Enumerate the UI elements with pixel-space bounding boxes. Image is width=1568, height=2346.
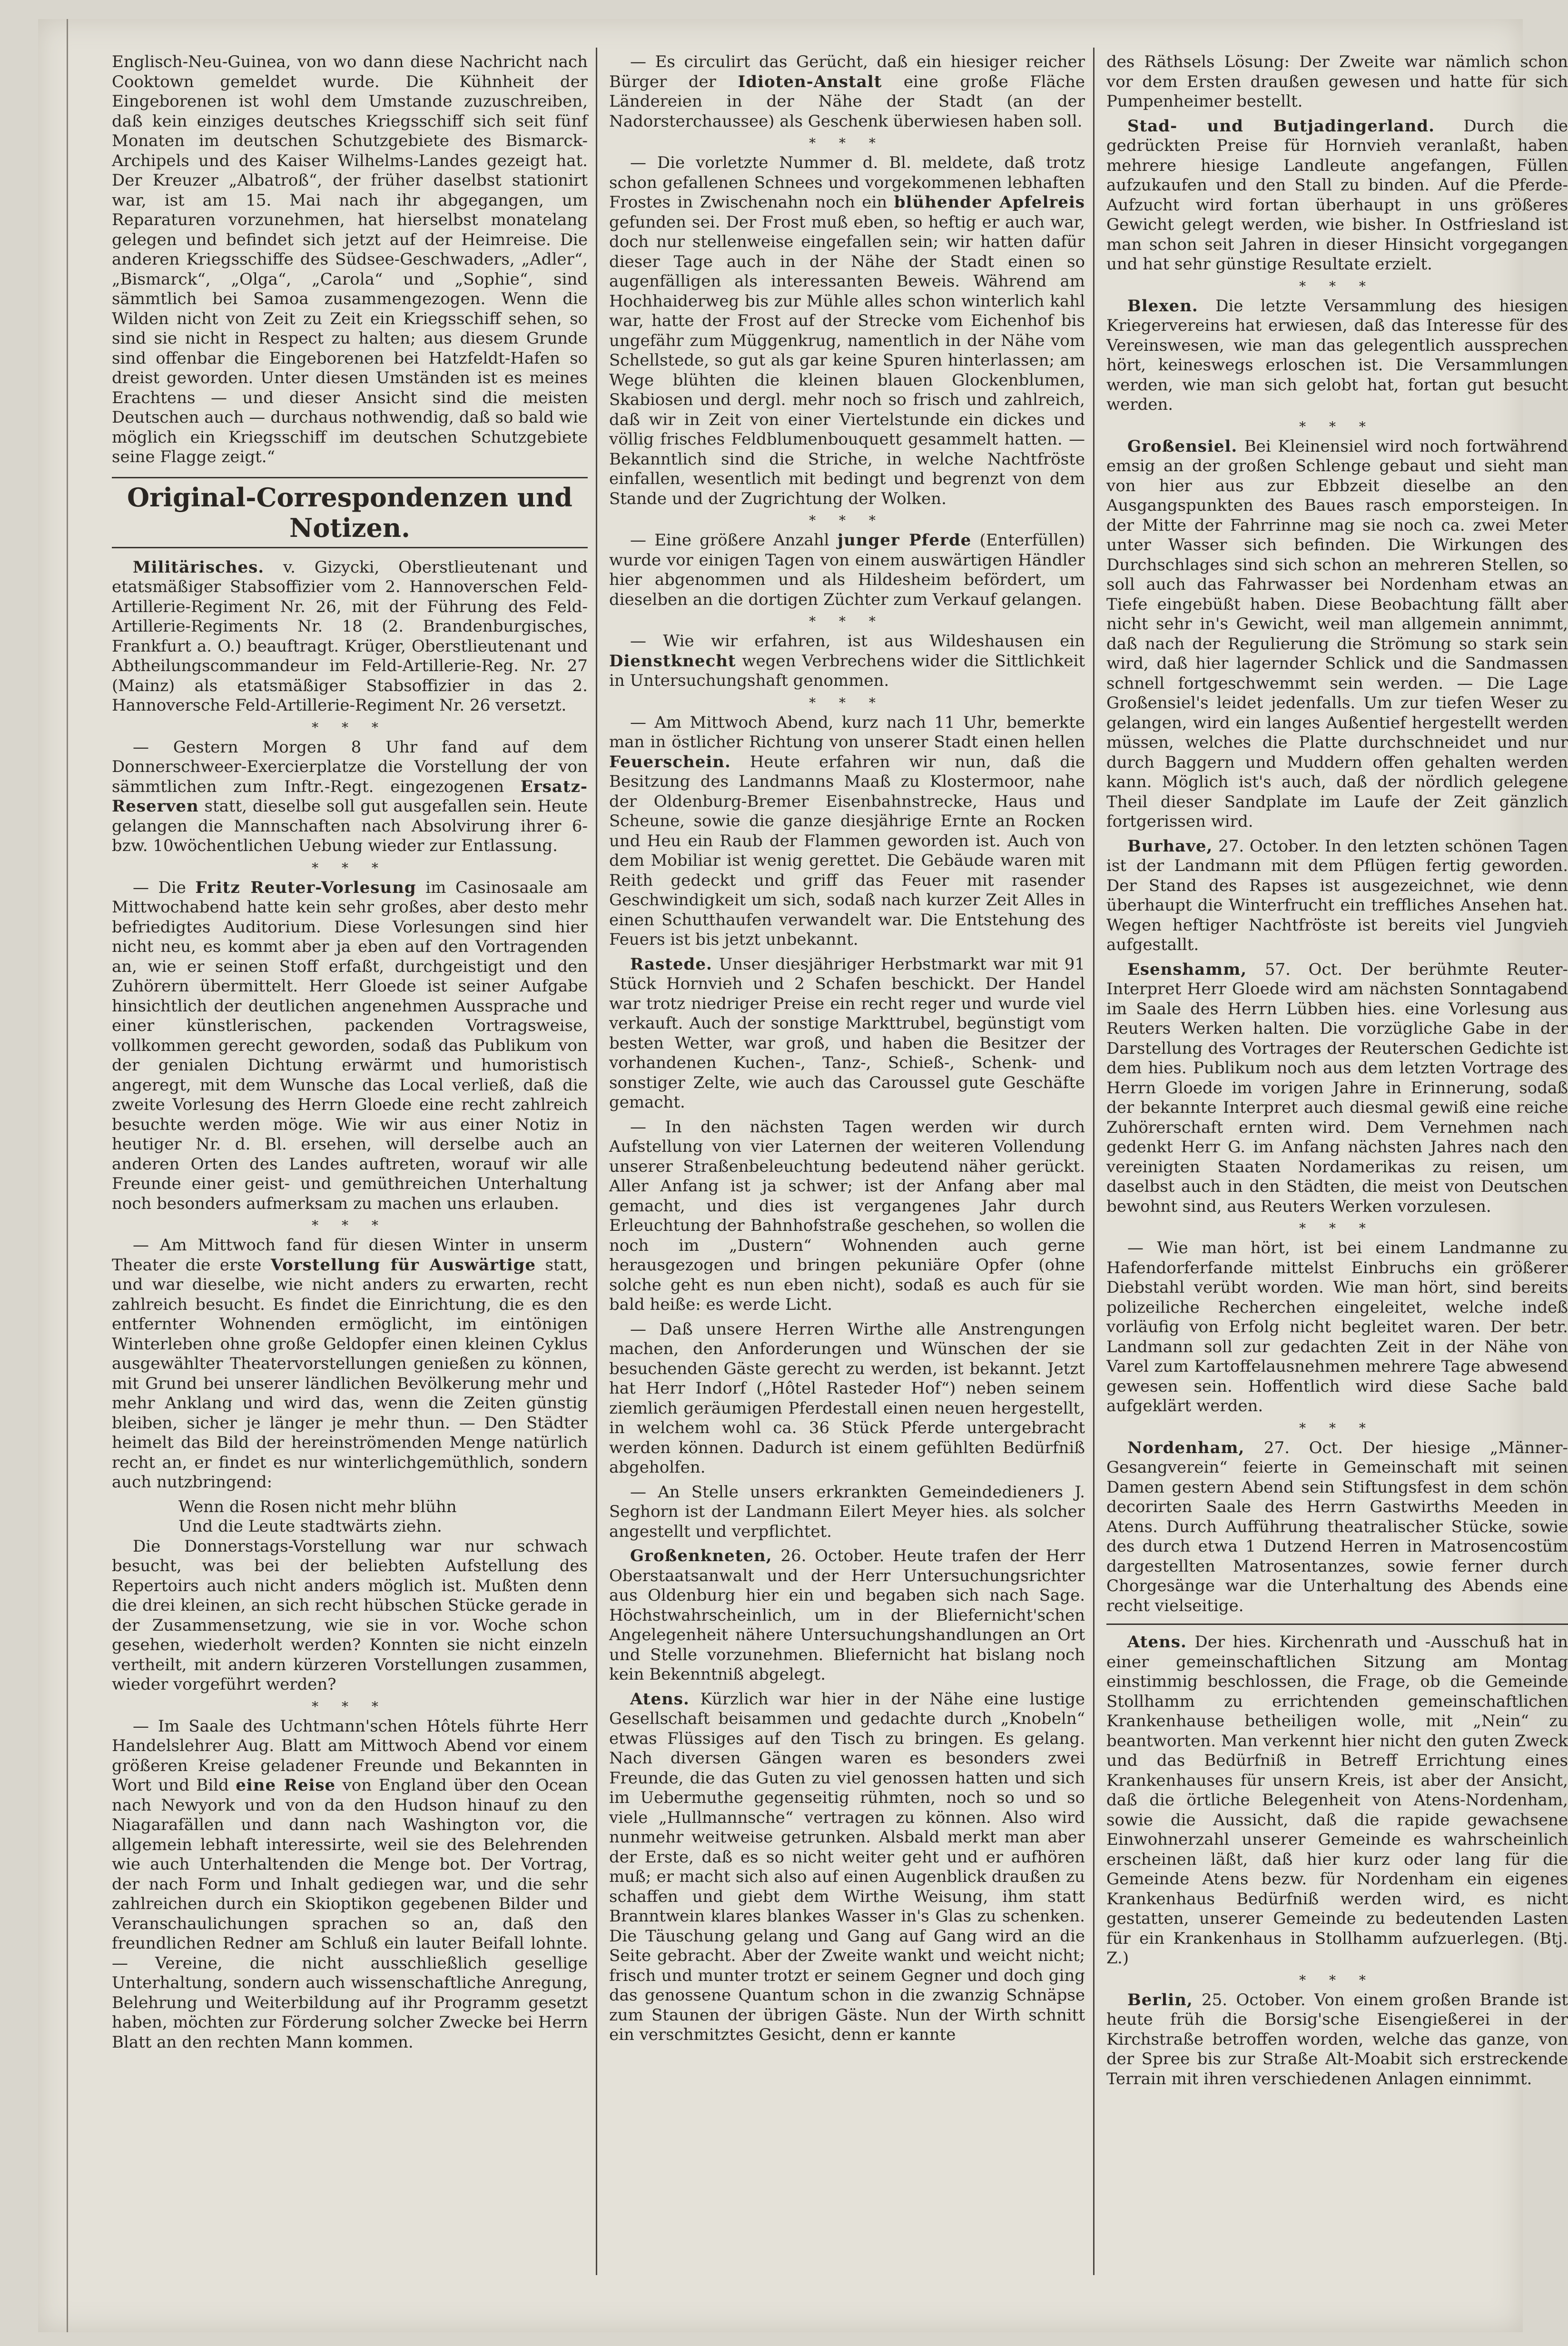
article-heading: Rastede. [630,954,712,974]
column-2 [609,52,1085,2275]
article-text: — Am Mittwoch fand für diesen Winter in unserm Theater die erste [112,1236,588,1275]
verse-line: Und die Leute stadtwärts ziehn. [178,1517,442,1536]
article-text: Englisch-Neu-Guinea, von wo dann diese Nachricht nach Cooktown gemeldet wurde. Die Kühnheit der Eingeborenen ist wohl dem Umstande zuzuschreiben, daß kein einziges deutsches Kriegsschiff sich seit fünf Monaten im deutschen Schutzgebiete des Bismarck-Archipels und des Kaiser Wilhelms-Landes gezeigt hat. Der Kreuzer „Albatroß“, der früher daselbst stationirt war, ist am 15. Mai nach ihr abgegangen, um Reparaturen vorzunehmen, hat hierselbst monatelang gelegen und befindet sich jetzt auf der Heimreise. Die anderen Kriegsschiffe des Südsee-Geschwaders, „Adler“, „Bismarck“, „Olga“, „Carola“ und „Sophie“, sind sämmtlich bei Samoa zusammengezogen. Wenn die Wilden nicht von Zeit zu Zeit ein Kriegsschiff sehen, so sind sie nicht in Respect zu halten; aus diesem Grunde sind offenbar die Eingeborenen bei Hatzfeldt-Hafen so dreist geworden. Unter diesen Umständen ist es meines Erachtens — und dieser Ansicht sind die meisten Deutschen auch — durchaus nothwendig, daß so bald wie möglich ein Kriegsschiff im deutschen Schutzgebiete seine Flagge zeigt.“ [112,52,588,466]
article-text: eine große Fläche Ländereien in der Nähe der Stadt (an der Nadorsterchaussee) als Geschenk überwiesen haben soll. [609,72,1085,131]
article-text: — Eine größere Anzahl [630,531,838,550]
article-text: — Gestern Morgen 8 Uhr fand auf dem Donnerschweer-Exercierplatze die Vorstellung der von sämmtlichen zum Inftr.-Regt. eingezogenen [112,737,588,796]
separator-asterisks: * * * [1299,1972,1375,1988]
article-text: 57. Oct. Der berühmte Reuter-Interpret Herr Gloede wird am nächsten Sonntagabend im Saale des Herrn Lübben hies. eine Vorlesung aus Reuters Werken halten. Die vorzügliche Gabe in der Darstellung des Vortrages der Reuterschen Gedichte ist dem hies. Publikum noch aus dem letzten Vortrage des Herrn Gloede im vorigen Jahre in Erinnerung, sodaß der bekannte Interpret auch diesmal gewiß eine reiche Zuhörerschaft ernten wird. Dem Vernehmen nach gedenkt Herr G. im Anfang nächsten Jahres nach den vereinigten Staaten Nordamerikas zu reisen, um daselbst auch in den Städten, die meist von Deutschen bewohnt sind, aus Reuters Werken vorzulesen. [1106,960,1568,1216]
article-text: Kürzlich war hier in der Nähe eine lustige Gesellschaft beisammen und gedachte durch „Knobeln“ etwas Flüssiges auf den Tisch zu bringen. Es gelang. Nach diversen Gängen waren es besonders zwei Freunde, die das Guten zu viel genossen hatten und sich im Uebermuthe gegenseitig rühmten, noch so und so viele „Hullmannsche“ vertragen zu können. Also wird nunmehr weitweise getrunken. Alsbald merkt man aber der Erste, daß es so nicht weiter geht und er aufhören muß; er macht sich also auf einen Augenblick draußen zu schaffen und giebt dem Wirthe Weisung, ihm statt Branntwein klares blankes Wasser in's Glas zu schenken. Die Täuschung gelang und Gang auf Gang wird an die Seite gebracht. Aber der Zweite wankt und weicht nicht; frisch und munter trotzt er seinem Gegner und doch ging das genossene Quantum schon in die zwanzig Schnäpse zum Staunen der übrigen Gäste. Nun der Wirth schnitt ein verschmitztes Gesicht, denn er kannte [609,1689,1085,2044]
article-keyword: Fritz Reuter-Vorlesung [195,878,416,897]
article-heading: Berlin, [1127,1990,1193,2009]
article-text: — Es circulirt das Gerücht, daß ein hiesiger reicher Bürger der [609,52,1085,91]
article-apfelreis [609,153,1085,509]
article-keyword: Feuerschein. [609,752,731,772]
article-text: wegen Verbrechens wider die Sittlichkeit in Untersuchungshaft genommen. [609,651,1085,690]
article-keyword: Idioten-Anstalt [738,72,882,91]
article-reuter [112,878,588,1214]
article-atens-2 [1106,1633,1568,1969]
column-3 [1106,52,1568,2275]
article-heading: Atens. [1127,1633,1187,1652]
separator-asterisks: * * * [809,135,885,151]
column-1 [112,52,588,2275]
article-heading: Großensiel. [1127,436,1238,456]
article-keyword: blühender Apfelreis [894,193,1085,212]
separator-asterisks: * * * [312,719,388,735]
separator-asterisks: * * * [312,1218,388,1233]
article-keyword: Dienstknecht [609,651,736,671]
article-theater [112,1236,588,1493]
article-grossenkneten [609,1546,1085,1685]
separator-asterisks: * * * [809,513,885,528]
article-idioten [609,52,1085,131]
article-text: Die Donnerstags-Vorstellung war nur schwach besucht, was bei der beliebten Aufstellung des Repertoirs auch nicht anders möglich ist. Mußten denn die drei kleinen, an sich recht hübschen Stücke gerade in der Zusammensetzung, wie sie in vor. Woche schon gesehen, wiederholt werden? Konnten sie nicht einzeln vertheilt, mit andern kürzeren Vorstellungen zusammen, wieder vorgeführt werden? [112,1536,588,1694]
article-heading: Burhave, [1127,836,1213,856]
article-militaerisches [112,558,588,716]
article-text: statt, dieselbe soll gut ausgefallen sein. Heute gelangen die Mannschaften nach Absolvirung ihrer 6- bzw. 10wöchentlichen Uebung wieder zur Entlassung. [112,797,588,855]
article-text: gefunden sei. Der Frost muß eben, so heftig er auch war, doch nur stellenweise eingefallen sein; wir hatten dafür dieser Tage auch in der Nähe der Stadt einen so augenfälligen als interessanten Beweis. Während am Hochhaiderweg bis zur Mühle alles schon winterlich kahl war, hatte der Frost auf der Strecke vom Eichenhof bis ungefähr zum Müggenkrug, namentlich in der Nähe vom Schellstede, so gut als gar keine Spuren hinterlassen; am Wege blühten die kleinen blauen Glockenblumen, Skabiosen und dergl. mehr noch so frisch und zahlreich, daß wir in Zeit von einer Viertelstunde ein dickes und völlig frisches Feldblumenbouquett gesammelt hatten. — Bekanntlich sind die Striche, in welche Nachtfröste einfallen, wesentlich mit bedingt und begrenzt von dem Stande und der Zugrichtung der Wolken. [609,212,1085,508]
article-text: — In den nächsten Tagen werden wir durch Aufstellung von vier Laternen der weiteren Vollendung unserer Straßenbeleuchtung bedeutend näher gerückt. Aller Anfang ist ja schwer; ist der Anfang aber mal gemacht, und dies ist vergangenes Jahr durch Erleuchtung der Bahnhofstraße geschehen, so wollen die noch im „Dustern“ Wohnenden auch gerne herausgezogen und bringen pekuniäre Opfer (ohne solche geht es nun eben nicht), sodaß es auch für sie bald heiße: es werde Licht. [609,1117,1085,1314]
article-stadland [1106,117,1568,275]
article-text: 27. Oct. Der hiesige „Männer-Gesangverein“ feierte in Gemeinschaft mit seinen Damen gestern Abend sein Stiftungsfest in dem schön decorirten Saale des Herrn Gastwirths Meeden in Atens. Durch Aufführung theatralischer Stücke, sowie des durch etwa 1 Dutzend Herren in Matrosencostüm dargestellten Matrosentanzes, sowie ferner durch Chorgesänge war die Unterhaltung des Abends eine recht vielseitige. [1106,1438,1568,1615]
article-text: — Wie wir erfahren, ist aus Wildeshausen ein [630,632,1085,651]
article-berlin [1106,1990,1568,2089]
separator-asterisks: * * * [809,694,885,711]
article-text: 27. October. In den letzten schönen Tagen ist der Landmann mit dem Pflügen fertig geworden. Der Stand des Rapses ist ausgezeichnet, wie denn überhaupt die Winterfrucht ein treffliches Ansehen hat. Wegen heftiger Nachtfröste ist bereits viel Jungvieh aufgestallt. [1106,836,1568,954]
article-text: Der hies. Kirchenrath und -Ausschuß hat in einer gemeinschaftlichen Sitzung am Montag einstimmig beschlossen, die Frage, ob die Gemeinde Stollhamm zu errichtenden gemeinschaftlichen Krankenhause betheiligen wolle, mit „Nein“ zu beantworten. Man verkennt hier nicht den guten Zweck und das Bedürfniß in Betreff Errichtung eines Krankenhauses für unsern Kreis, ist aber der Ansicht, daß die örtliche Belegenheit von Atens-Nordenham, sowie die Aussicht, daß die rapide gewachsene Einwohnerzahl unserer Gemeinde es wahrscheinlich erscheinen läßt, daß hier kurz oder lang für die Gemeinde Atens bezw. für Nordenham ein eigenes Krankenhaus Bedürfniß werden wird, es nicht gestatten, unserer Gemeinde zu bedeutenden Lasten für ein Krankenhaus in Stollhamm aufzuerlegen. (Btj. Z.) [1106,1633,1568,1968]
separator-asterisks: * * * [312,860,388,876]
column-rule [1093,48,1095,2275]
article-text: — Daß unsere Herren Wirthe alle Anstrengungen machen, den Anforderungen und Wünschen der sie besuchenden Gäste gerecht zu werden, ist bekannt. Jetzt hat Herr Indorf („Hôtel Rasteder Hof“) neben seinem ziemlich geräumigen Pferdestall einen neuen hergestellt, in welchem wohl ca. 36 Stück Pferde untergebracht werden können. Dadurch ist einem gefühlten Bedürfniß abgeholfen. [609,1319,1085,1477]
article-blexen [1106,297,1568,415]
article-heading: Militärisches. [133,557,265,577]
article-heading: Stad- und Butjadingerland. [1127,116,1435,136]
article-heading: Atens. [630,1689,690,1709]
article-text: (Enterfüllen) wurde vor einigen Tagen von einem auswärtigen Händler hier abgenommen und als Hildesheim befördert, um dieselben an die dortigen Züchter zum Verkauf gelangen. [609,531,1085,609]
article-text: des Räthsels Lösung: Der Zweite war nämlich schon vor dem Ersten draußen gewesen und hatte für sich Pumpenheimer bestellt. [1106,52,1568,111]
article-text: Die letzte Versammlung des hiesigen Kriegervereins hat erwiesen, daß das Interesse für des Vereinswesen, wie man das gelegentlich aussprechen hört, keineswegs erloschen ist. Die Versammlungen werden, wie man sich gelobt hat, fortan gut besucht werden. [1106,296,1568,414]
section-divider [1106,1623,1568,1625]
column-rule [596,48,597,2275]
article-text: von England über den Ocean nach Newyork und von da den Hudson hinauf zu den Niagarafällen und dann nach Washington vor, die allgemein lebhaft interessirte, weil sie des Belehrenden wie auch Unterhaltenden die Menge bot. Der Vortrag, der nach Form und Inhalt gediegen war, und die sehr zahlreichen durch ein Skioptikon gegebenen Bilder und Veranschaulichungen sprachen so an, daß den freundlichen Redner am Schluß ein lauter Beifall lohnte. — Vereine, die nicht ausschließlich gesellige Unterhaltung, sondern auch wissenschaftliche Anregung, Belehrung und Weiterbildung auf ihr Programm gesetzt haben, möchten zur Förderung solcher Zwecke bei Herrn Blatt an den rechten Mann kommen. [112,1776,588,2052]
article-heading: Nordenham, [1127,1438,1245,1457]
article-text: — Im Saale des Uchtmann'schen Hôtels führte Herr Handelslehrer Aug. Blatt am Mittwoch Abend vor einem größeren Kreise geladener Freunde und Bekannten in Wort und Bild [112,1716,588,1795]
article-burhave [1106,837,1568,955]
separator-asterisks: * * * [1299,1220,1375,1236]
article-text: Unser diesjähriger Herbstmarkt war mit 91 Stück Hornvieh und 2 Schafen beschickt. Der Handel war trotz niedriger Preise ein recht reger und wurde viel verkauft. Auch der sonstige Markttrubel, begünstigt vom besten Wetter, war groß, und haben die Besitzer der vorhandenen Kuchen-, Tanz-, Schieß-, Schenk- und sonstiger Zelte, wie auch das Caroussel gute Geschäfte gemacht. [609,954,1085,1112]
article-esenshamm [1106,960,1568,1217]
separator-asterisks: * * * [1299,418,1375,435]
article-keyword: eine Reise [236,1776,336,1795]
article-nordenham [1106,1438,1568,1616]
article-text: — An Stelle unsers erkrankten Gemeindedieners J. Seghorn ist der Landmann Eilert Meyer hies. als solcher angestellt und verpflichtet. [609,1482,1085,1541]
article-atens [609,1690,1085,2045]
article-text: — Wie man hört, ist bei einem Landmanne zu Hafendorferfande mittelst Einbruchs ein größerer Diebstahl verübt worden. Wie man hört, sind bereits polizeiliche Recherchen eingeleitet, welche indeß vorläufig von Erfolg nicht begleitet waren. Der betr. Landmann soll zur gedachten Zeit in der Nähe von Varel zum Kartoffelausnehmen mehrere Tage abwesend gewesen sein. Hoffentlich wird diese Sache bald aufgeklärt werden. [1106,1238,1568,1416]
section-title: Original-Correspondenzen und Notizen. [112,477,588,548]
page-binding-edge [67,19,68,2332]
separator-asterisks: * * * [312,1698,388,1714]
article-heading: Esenshamm, [1127,960,1247,979]
article-keyword: Vorstellung für Auswärtige [270,1255,536,1275]
article-text: Heute erfahren wir nun, daß die Besitzung des Landmanns Maaß zu Klostermoor, nahe der Oldenburg-Bremer Eisenbahnstrecke, Haus und Scheune, sowie die ganze diesjährige Ernte an Rocken und Heu ein Raub der Flammen geworden ist. Auch von dem Mobiliar ist wenig gerettet. Die Gebäude waren mit Reith gedeckt und griff das Feuer mit rasender Geschwindigkeit um sich, sodaß nach kurzer Zeit Alles in einen Schutthaufen verwandelt war. Die Entstehung des Feuers ist bis jetzt unbekannt. [609,752,1085,949]
article-keyword: Ersatz-Reserven [112,777,588,816]
article-keyword: junger Pferde [837,531,972,550]
article-text: statt, und war dieselbe, wie nicht anders zu erwarten, recht zahlreich besucht. Es findet die Einrichtung, die es den entfernter Wohnenden ermöglicht, im eintönigen Winterleben ohne große Geldopfer einen kleinen Cyklus ausgewählter Theatervorstellungen genießen zu können, mit Grund bei unserer ländlichen Bevölkerung mehr und mehr Anklang und wird das, wenn die Zeiten günstig bleiben, sicher je länger je mehr thun. — Den Städter heimelt das Bild der hereinströmenden Menge natürlich recht an, er findet es nur winterlichgemüthlich, sondern auch nutzbringend: [112,1255,588,1492]
separator-asterisks: * * * [809,614,885,629]
article-reise [112,1717,588,2053]
article-rastede [609,955,1085,1113]
article-dienstknecht [609,632,1085,691]
article-text: v. Gizycki, Oberstlieutenant und etatsmäßiger Stabsoffizier vom 2. Hannoverschen Feld-Artillerie-Regiment Nr. 26, mit der Führung des Feld-Artillerie-Regiments Nr. 18 (2. Brandenburgisches, Frankfurt a. O.) beauftragt. Krüger, Oberstlieutenant und Abtheilungscommandeur im Feld-Artillerie-Reg. Nr. 27 (Mainz) als etatsmäßiger Stabsoffizier in das 2. Hannoversche Feld-Artillerie-Regiment Nr. 26 versetzt. [112,557,588,715]
verse-line: Wenn die Rosen nicht mehr blühn [178,1497,457,1516]
article-grossensiel [1106,437,1568,832]
article-text: — Die [133,878,196,897]
article-text: 25. October. Von einem großen Brande ist heute früh die Borsig'sche Eisengießerei in der Kirchstraße betroffen worden, welche das ganze, von der Spree bis zur Straße Alt-Moabit sich erstreckende Terrain mit ihren verschiedenen Anlagen einnimmt. [1106,1990,1568,2089]
article-ersatz [112,738,588,856]
article-text: Bei Kleinensiel wird noch fortwährend emsig an der großen Schlenge gebaut und sieht man von hier aus zur Ebbzeit dieselbe an den Ausgangspunkten des Baues rasch emporsteigen. In der Mitte der Fahrrinne mag sie noch ca. zwei Meter unter Wasser sich befinden. Die Wirkungen des Durchschlages sind sich schon an mehreren Stellen, so soll auch das Fahrwasser bei Nordenham etwas an Tiefe eingebüßt haben. Diese Beobachtung fällt aber nicht sehr in's Gewicht, weil man allgemein annimmt, daß nach der Regulierung die Strömung so stark sein wird, daß hier lagernder Schlick und die Sandmassen schnell fortgeschwemmt sein werden. — Die Lage Großensiel's leidet jedenfalls. Um zur tiefen Weser zu gelangen, wird ein langes Außentief hergestellt werden müssen, welches die Platte durchschneidet und nur durch Baggern und Muddern offen gehalten werden kann. Möglich ist's auch, daß der nördlich gelegene Theil dieser Sandplate im Laufe der Zeit gänzlich fortgerissen wird. [1106,436,1568,831]
article-text: Durch die gedrückten Preise für Hornvieh veranlaßt, haben mehrere hiesige Landleute angefangen, Füllen aufzukaufen und den Stall zu binden. Auf die Pferde-Aufzucht wird fortan überhaupt in uns größeres Gewicht gelegt werden, wie bisher. In Ostfriesland ist man schon seit Jahren in dieser Hinsicht vorgegangen und hat sehr günstige Resultate erzielt. [1106,116,1568,274]
article-pferde [609,531,1085,610]
article-text: — Am Mittwoch Abend, kurz nach 11 Uhr, bemerkte man in östlicher Richtung von unserer Stadt einen hellen [609,713,1085,752]
separator-asterisks: * * * [1299,1420,1375,1436]
newspaper-page [38,19,1568,2332]
article-heading: Großenkneten, [630,1546,772,1565]
article-text: — Die vorletzte Nummer d. Bl. meldete, daß trotz schon gefallenen Schnees und vorgekommenen lebhaften Frostes in Zwischenahn noch ein [609,153,1085,212]
article-heading: Blexen. [1127,296,1198,316]
article-feuerschein [609,713,1085,950]
article-text: 26. October. Heute trafen der Herr Oberstaatsanwalt und der Herr Untersuchungsrichter aus Oldenburg hier ein und begaben sich nach Sage. Höchstwahrscheinlich, um in der Bliefernicht'schen Angelegenheit nähere Untersuchungshandlungen an Ort und Stelle vorzunehmen. Bliefernicht hat bislang noch kein Bekenntniß abgelegt. [609,1546,1085,1684]
article-text: im Casinosaale am Mittwochabend hatte kein sehr großes, aber desto mehr befriedigtes Auditorium. Diese Vorlesungen sind hier nicht neu, es kommt aber ja eben auf den Vortragenden an, wie er seinen Stoff erfaßt, durchgeistigt und den Zuhörern übermittelt. Herr Gloede ist seiner Aufgabe hinsichtlich der deutlichen angenehmen Aussprache und einer künstlerischen, packenden Vortragsweise, vollkommen gerecht geworden, sodaß das Publikum von der genialen Dichtung erwärmt und humoristisch angeregt, mit dem Wunsche das Local verließ, daß die zweite Vorlesung des Herrn Gloede eine recht zahlreich besuchte werden möge. Wie wir aus einer Notiz in heutiger Nr. d. Bl. ersehen, will derselbe auch an anderen Orten des Landes auftreten, worauf wir alle Freunde einer geist- und gemüthreichen Unterhaltung noch besonders aufmerksam zu machen uns erlauben. [112,878,588,1213]
separator-asterisks: * * * [1299,278,1375,294]
